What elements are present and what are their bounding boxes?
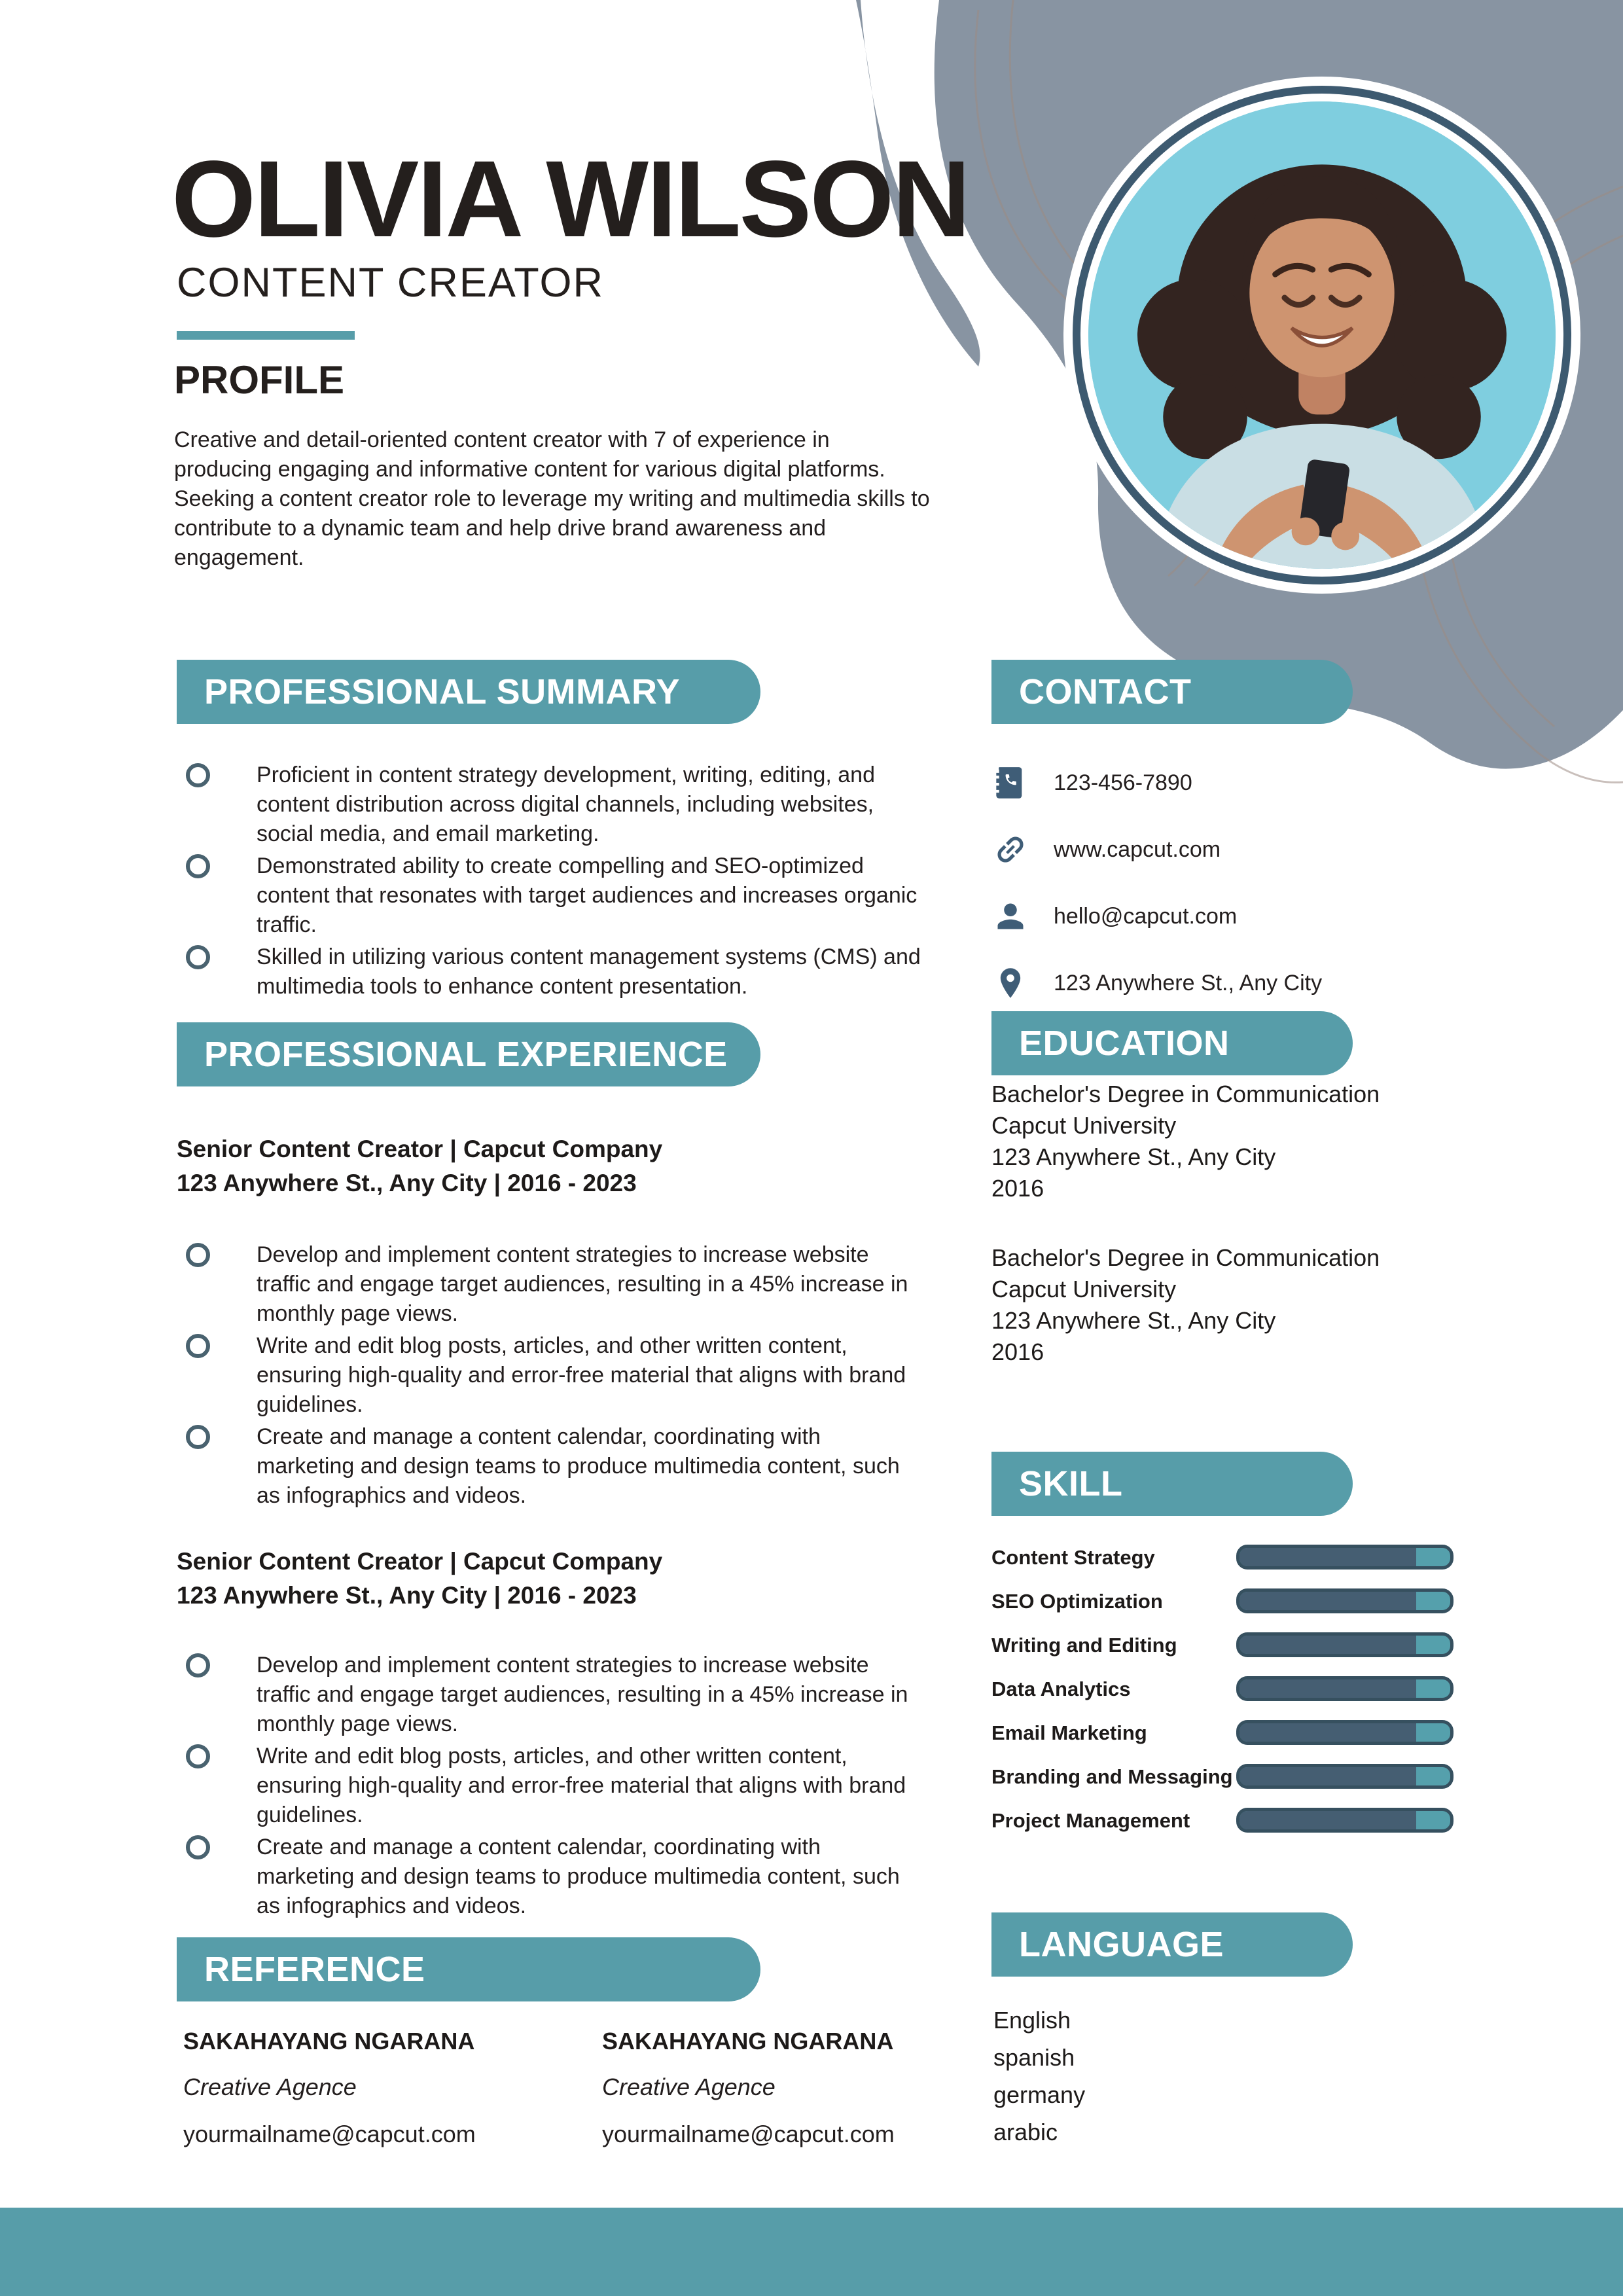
- language-list: [993, 2001, 1085, 2151]
- skill-progressbar: [1236, 1676, 1454, 1701]
- list-item: Proficient in content strategy development, writing, editing, and content distribution across digital channels, including websites, social media, and email marketing.: [177, 761, 923, 849]
- skill-progressbar: [1236, 1632, 1454, 1657]
- photo-image: [1088, 101, 1556, 569]
- profile-heading: PROFILE: [174, 358, 345, 402]
- reference-email: yourmailname@capcut.com: [183, 2121, 476, 2147]
- education-year: 2016: [991, 1338, 1044, 1365]
- skill-row: Branding and Messaging: [991, 1764, 1454, 1790]
- experience-banner: [177, 1022, 760, 1086]
- skill-list: [991, 1545, 1454, 1852]
- reference-heading: REFERENCE: [204, 1950, 425, 1989]
- skill-row: Email Marketing: [991, 1720, 1454, 1746]
- education-degree: Bachelor's Degree in Communication: [991, 1244, 1380, 1271]
- reference-name: SAKAHAYANG NGARANA: [602, 2028, 894, 2054]
- contact-row-email: [993, 898, 1452, 935]
- phone-icon: [993, 766, 1054, 800]
- job-header: [177, 1545, 662, 1613]
- education-address: 123 Anywhere St., Any City: [991, 1143, 1276, 1170]
- reference-name: SAKAHAYANG NGARANA: [183, 2028, 475, 2054]
- reference-email: yourmailname@capcut.com: [602, 2121, 895, 2147]
- bullet-circle-icon: [177, 1742, 257, 1830]
- page-title-name: OLIVIA WILSON: [171, 139, 969, 260]
- accent-rule: [177, 331, 355, 340]
- education-address: 123 Anywhere St., Any City: [991, 1307, 1276, 1334]
- contact-row-phone: [993, 764, 1452, 801]
- skill-row: Project Management: [991, 1808, 1454, 1834]
- bullet-circle-icon: [177, 942, 257, 1001]
- reference-company: Creative Agence: [183, 2073, 357, 2100]
- skill-banner: [991, 1452, 1353, 1516]
- job-bullets: [177, 1240, 923, 1513]
- summary-banner: [177, 660, 760, 724]
- link-icon: [993, 833, 1054, 867]
- profile-text: Creative and detail-oriented content creator with 7 of experience in producing engaging and informative content for various digital platforms. Seeking a content creator role to leverage my writing and multimedia skills to contribute to a dynamic team and help drive brand awareness and engagement.: [174, 427, 930, 570]
- education-school: Capcut University: [991, 1276, 1177, 1302]
- job-meta: 123 Anywhere St., Any City | 2016 - 2023: [177, 1582, 637, 1609]
- person-icon: [993, 899, 1054, 933]
- list-item: Develop and implement content strategies to increase website traffic and engage target audiences, resulting in a 45% increase in monthly page views.: [177, 1240, 923, 1329]
- skill-row: SEO Optimization: [991, 1588, 1454, 1615]
- contact-banner: [991, 660, 1353, 724]
- footer-bar: [0, 2208, 1623, 2296]
- job-role: CONTENT CREATOR: [177, 260, 605, 306]
- education-entry: [991, 1242, 1463, 1368]
- skill-progressbar: [1236, 1764, 1454, 1789]
- language-item: germany: [993, 2081, 1086, 2108]
- skill-heading: SKILL: [1019, 1464, 1123, 1503]
- language-banner: [991, 1912, 1353, 1977]
- contact-row-website: [993, 831, 1452, 868]
- contact-row-address: [993, 965, 1452, 1001]
- list-item: Create and manage a content calendar, coordinating with marketing and design teams to produce multimedia content, such as infographics and videos.: [177, 1422, 923, 1511]
- reference-entry: [183, 2028, 576, 2148]
- bullet-circle-icon: [177, 761, 257, 849]
- list-item: Demonstrated ability to create compelling and SEO-optimized content that resonates with target audiences and increases organic traffic.: [177, 852, 923, 940]
- education-heading: EDUCATION: [1019, 1024, 1230, 1063]
- avatar-illustration: [1088, 101, 1556, 569]
- language-item: arabic: [993, 2119, 1058, 2145]
- language-item: spanish: [993, 2044, 1075, 2071]
- skill-progressbar: [1236, 1545, 1454, 1570]
- bullet-circle-icon: [177, 1240, 257, 1329]
- list-item: Write and edit blog posts, articles, and other written content, ensuring high-quality and error-free material that aligns with brand guidelines.: [177, 1331, 923, 1420]
- skill-progressbar: [1236, 1588, 1454, 1613]
- bullet-circle-icon: [177, 852, 257, 940]
- summary-heading: PROFESSIONAL SUMMARY: [204, 672, 681, 711]
- contact-address-value: 123 Anywhere St., Any City: [1054, 970, 1323, 996]
- education-school: Capcut University: [991, 1112, 1177, 1139]
- bullet-circle-icon: [177, 1422, 257, 1511]
- skill-row: Content Strategy: [991, 1545, 1454, 1571]
- contact-phone-value: 123-456-7890: [1054, 770, 1192, 795]
- skill-progressbar: [1236, 1720, 1454, 1745]
- bullet-circle-icon: [177, 1331, 257, 1420]
- list-item: Develop and implement content strategies to increase website traffic and engage target audiences, resulting in a 45% increase in monthly page views.: [177, 1651, 923, 1739]
- bullet-circle-icon: [177, 1651, 257, 1739]
- language-item: English: [993, 2007, 1071, 2034]
- education-year: 2016: [991, 1175, 1044, 1202]
- reference-entry: [602, 2028, 995, 2148]
- language-heading: LANGUAGE: [1019, 1925, 1224, 1964]
- reference-banner: [177, 1937, 760, 2001]
- education-banner: [991, 1011, 1353, 1075]
- profile-photo: [1063, 77, 1580, 594]
- list-item: Write and edit blog posts, articles, and other written content, ensuring high-quality and error-free material that aligns with brand guidelines.: [177, 1742, 923, 1830]
- list-item: Skilled in utilizing various content management systems (CMS) and multimedia tools to enhance content presentation.: [177, 942, 923, 1001]
- skill-row: Data Analytics: [991, 1676, 1454, 1702]
- job-title: Senior Content Creator | Capcut Company: [177, 1136, 663, 1162]
- education-degree: Bachelor's Degree in Communication: [991, 1081, 1380, 1107]
- contact-email-value: hello@capcut.com: [1054, 903, 1238, 929]
- education-entry: [991, 1079, 1463, 1204]
- contact-website-value: www.capcut.com: [1054, 836, 1221, 862]
- bullet-circle-icon: [177, 1833, 257, 1921]
- skill-progressbar: [1236, 1808, 1454, 1833]
- list-item: Create and manage a content calendar, coordinating with marketing and design teams to produce multimedia content, such as infographics and videos.: [177, 1833, 923, 1921]
- skill-row: Writing and Editing: [991, 1632, 1454, 1659]
- job-title: Senior Content Creator | Capcut Company: [177, 1548, 663, 1575]
- reference-company: Creative Agence: [602, 2073, 776, 2100]
- summary-bullets: [177, 761, 923, 1004]
- contact-list: [993, 764, 1452, 1031]
- job-meta: 123 Anywhere St., Any City | 2016 - 2023: [177, 1170, 637, 1196]
- location-icon: [993, 966, 1054, 1000]
- job-bullets: [177, 1651, 923, 1924]
- contact-heading: CONTACT: [1019, 672, 1192, 711]
- experience-heading: PROFESSIONAL EXPERIENCE: [204, 1035, 728, 1074]
- job-header: [177, 1132, 662, 1200]
